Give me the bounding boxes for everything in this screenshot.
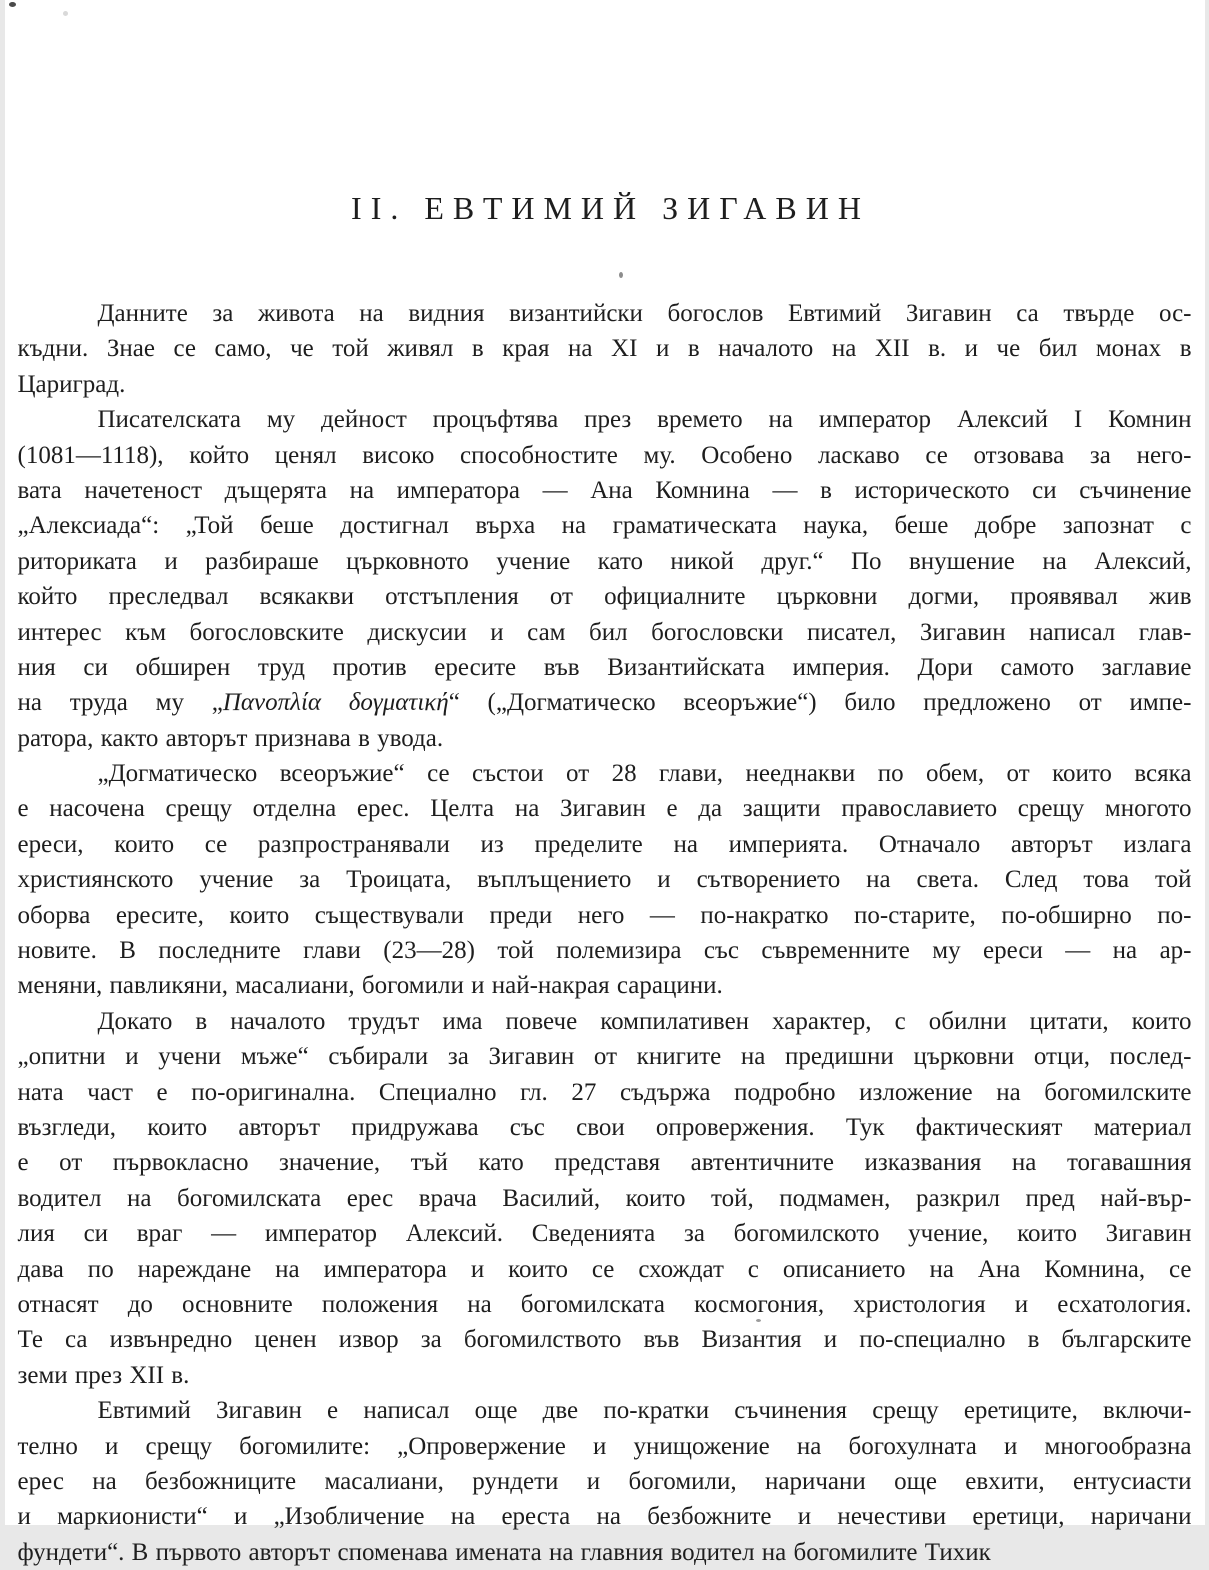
page-title: II. ЕВТИМИЙ ЗИГАВИН bbox=[11, 190, 1209, 227]
text-line: който преследвал всякакви отстъпления от официалните църковни догми, проявявал жив bbox=[18, 579, 1192, 614]
text-line: на труда му „Πανοπλία δογματική“ („Догматическо всеоръжие“) било предложено от импе- bbox=[18, 685, 1192, 720]
text-line: лия си враг — император Алексий. Сведенията за богомилското учение, които Зигавин bbox=[18, 1216, 1192, 1251]
greek-phrase: Πανοπλία δογματική bbox=[223, 689, 449, 716]
text-line: новите. В последните глави (23—28) той полемизира със съвременните му ереси — на ар- bbox=[18, 933, 1192, 968]
text-line: телно и срещу богомилите: „Опровержение и унищожение на богохулната и многообразна bbox=[18, 1429, 1192, 1464]
text-line: меняни, павликяни, масалиани, богомили и най-накрая сарацини. bbox=[18, 968, 1192, 1003]
scan-speckle bbox=[619, 272, 623, 278]
text-line: оборва ересите, които съществували преди него — по-накратко по-старите, по-обширно по- bbox=[18, 898, 1192, 933]
text-line: „Алексиада“: „Той беше достигнал върха на граматическата наука, беше добре запознат с bbox=[18, 508, 1192, 543]
paragraph bbox=[18, 296, 1192, 402]
text-line: отнасят до основните положения на богомилската космогония, христология и есхатология. bbox=[18, 1287, 1192, 1322]
scan-speckle bbox=[756, 1319, 761, 1322]
text-line: „Догматическо всеоръжие“ се състои от 28 глави, нееднакви по обем, от които всяка bbox=[18, 756, 1192, 791]
paragraph bbox=[18, 402, 1192, 756]
text-line: Писателската му дейност процъфтява през времето на император Алексий I Комнин bbox=[18, 402, 1192, 437]
text-line: е насочена срещу отделна ерес. Целта на Зигавин е да защити православието срещу многото bbox=[18, 791, 1192, 826]
paragraph bbox=[18, 1004, 1192, 1393]
text-line: Докато в началото трудът има повече компилативен характер, с обилни цитати, които bbox=[18, 1004, 1192, 1039]
scan-speckle bbox=[9, 2, 16, 7]
text-line: (1081—1118), който ценял високо способностите му. Особено ласкаво се отзовава за него- bbox=[18, 438, 1192, 473]
text-line: вата начетеност дъщерята на императора — Ана Комнина — в историческото си съчинение bbox=[18, 473, 1192, 508]
text-line: земи през XII в. bbox=[18, 1358, 1192, 1393]
document-page bbox=[5, 0, 1205, 1525]
paragraph bbox=[18, 756, 1192, 1004]
text-line: дава по нареждане на императора и които се схождат с описанието на Ана Комнина, се bbox=[18, 1252, 1192, 1287]
text-line: и маркионисти“ и „Изобличение на ереста на безбожните и нечестиви еретици, наричани bbox=[18, 1499, 1192, 1534]
page-body bbox=[18, 296, 1192, 1570]
text-line: християнското учение за Троицата, въплъщението и сътворението на света. След това той bbox=[18, 862, 1192, 897]
text-line: възгледи, които авторът придружава със свои опровержения. Тук фактическият материал bbox=[18, 1110, 1192, 1145]
text-line: ната част е по-оригинална. Специално гл. 27 съдържа подробно изложение на богомилските bbox=[18, 1075, 1192, 1110]
text-line: ерес на безбожниците масалиани, рундети и богомили, наричани още евхити, ентусиасти bbox=[18, 1464, 1192, 1499]
text-line: е от първокласно значение, тъй като представя автентичните изказвания на тогавашния bbox=[18, 1145, 1192, 1180]
text-line: „опитни и учени мъже“ събирали за Зигавин от книгите на предишни църковни отци, послед- bbox=[18, 1039, 1192, 1074]
text-line: фундети“. В първото авторът споменава имената на главния водител на богомилите Тихик bbox=[18, 1535, 1192, 1570]
scan-speckle bbox=[63, 11, 68, 16]
text-line: къдни. Знае се само, че той живял в края на XI и в началото на XII в. и че бил монах в bbox=[18, 331, 1192, 366]
text-line: Цариград. bbox=[18, 367, 1192, 402]
text-line: ния си обширен труд против ересите във Византийската империя. Дори самото заглавие bbox=[18, 650, 1192, 685]
text-line: Те са извънредно ценен извор за богомилството във Византия и по-специално в българските bbox=[18, 1322, 1192, 1357]
text-line: Данните за живота на видния византийски богослов Евтимий Зигавин са твърде ос- bbox=[18, 296, 1192, 331]
text-line: Евтимий Зигавин е написал още две по-кратки съчинения срещу еретиците, включи- bbox=[18, 1393, 1192, 1428]
text-line: ереси, които се разпространявали из пределите на империята. Отначало авторът излага bbox=[18, 827, 1192, 862]
paragraph bbox=[18, 1393, 1192, 1570]
text-line: ратора, както авторът признава в увода. bbox=[18, 721, 1192, 756]
text-line: водител на богомилската ерес врача Василий, които той, подмамен, разкрил пред най-вър- bbox=[18, 1181, 1192, 1216]
text-line: интерес към богословските дискусии и сам бил богословски писател, Зигавин написал глав- bbox=[18, 615, 1192, 650]
text-line: риториката и разбираше църковното учение като никой друг.“ По внушение на Алексий, bbox=[18, 544, 1192, 579]
